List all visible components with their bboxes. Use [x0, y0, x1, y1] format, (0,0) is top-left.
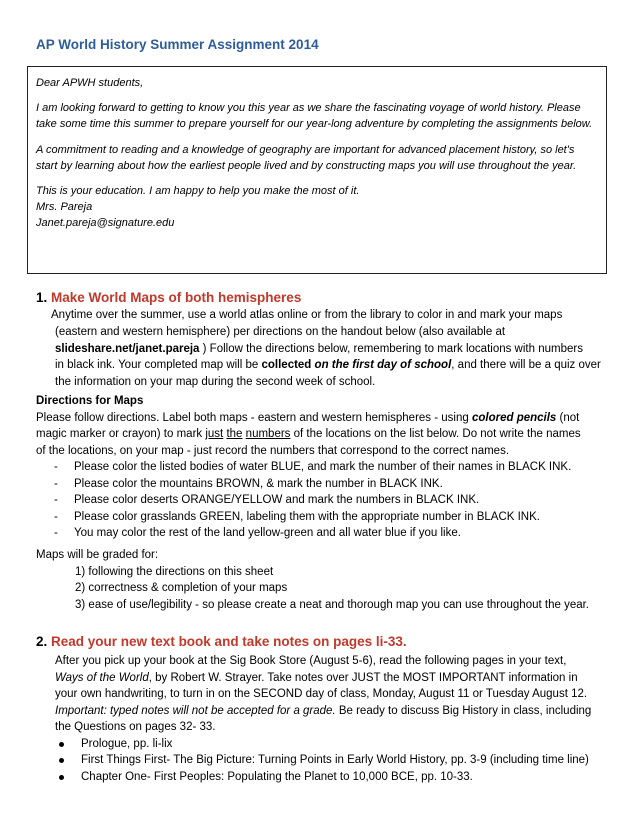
letter-signature-email: Janet.pareja@signature.edu — [36, 217, 175, 230]
section-2-line-2-text: , by Robert W. Strayer. Take notes over JUST the MOST IMPORTANT information in — [148, 671, 578, 684]
directions-line-3: of the locations, on your map - just record the numbers that correspond to the correct names. — [36, 444, 510, 457]
section-2-line-3: your own handwriting, to turn in on the SECOND day of class, Monday, August 11 or Tuesday August 12. — [55, 688, 588, 700]
grading-item-2: 2) correctness & completion of your maps — [75, 582, 288, 594]
list-item — [55, 752, 591, 769]
the-underlined: the — [226, 428, 243, 440]
section-1-number: 1. — [36, 290, 48, 305]
letter-paragraph-2: A commitment to reading and a knowledge of geography are important for advanced placement history, so let's start by learning about how the earliest people lived and by constructing maps you will use throughout the year. — [36, 143, 577, 172]
directions-section — [36, 393, 581, 542]
directions-line-1 — [36, 410, 581, 427]
list-item: - Please color the listed bodies of water BLUE, and mark the number of their names in BLACK INK. — [54, 461, 572, 473]
reading-item-chapter-one: Chapter One- First Peoples: Populating the Planet to 10,000 BCE, pp. 10-33. — [81, 770, 473, 783]
bullet-icon — [59, 758, 64, 763]
directions-item-mountains: Please color the mountains BROWN, & mark the number in BLACK INK. — [74, 477, 443, 490]
important-note: Important: typed notes will not be accepted for a grade. — [55, 704, 336, 717]
directions-line-2 — [36, 426, 581, 443]
reading-item-first-things: First Things First- The Big Picture: Turning Points in Early World History, pp. 3-9 (including time line) — [81, 754, 589, 766]
section-1-line-4-text-c: , and there will be a quiz over — [451, 359, 601, 371]
section-2-line-2 — [55, 670, 591, 687]
section-2-heading — [36, 634, 407, 651]
directions-item-grasslands: Please color grasslands GREEN, labeling them with the appropriate number in BLACK INK. — [74, 510, 540, 523]
directions-line-1-text-a: Please follow directions. Label both maps - eastern and western hemispheres - using — [36, 411, 472, 424]
section-1-title: Make World Maps of both hemispheres — [51, 290, 302, 305]
letter-signature-name: Mrs. Pareja — [36, 201, 93, 214]
letter-paragraph-3: This is your education. I am happy to help you make the most of it. — [36, 185, 360, 198]
list-item: - Please color grasslands GREEN, labeling them with the appropriate number in BLACK INK. — [54, 510, 540, 523]
section-2-number: 2. — [36, 634, 48, 649]
directions-line-2-text-b: of the locations on the list below. Do not write the names — [290, 428, 581, 440]
list-item — [55, 769, 591, 786]
grading-intro: Maps will be graded for: — [36, 549, 159, 561]
numbers-underlined: numbers — [245, 428, 291, 440]
directions-list — [36, 459, 581, 542]
section-1-heading — [36, 290, 301, 307]
section-2-line-4 — [55, 703, 591, 720]
section-1-line-2: (eastern and western hemisphere) per directions on the handout below (also available at — [55, 326, 506, 338]
letter-greeting: Dear APWH students, — [36, 77, 144, 89]
first-day-emphasis: on the first day of school — [314, 359, 452, 371]
list-item: - You may color the rest of the land yellow-green and all water blue if you like. — [54, 527, 461, 539]
list-item: - Please color deserts ORANGE/YELLOW and mark the numbers in BLACK INK. — [54, 494, 480, 506]
section-1-line-4-text-a: in black ink. Your completed map will be — [55, 359, 262, 371]
page-title: AP World History Summer Assignment 2014 — [36, 37, 319, 52]
section-2-line-4-text: Be ready to discuss Big History in class, including — [335, 704, 592, 717]
section-1-line-3-text: ) Follow the directions below, remembering to mark locations with numbers — [199, 342, 583, 355]
grading-item-1: 1) following the directions on this sheet — [75, 565, 274, 578]
section-2-body — [55, 653, 591, 785]
book-title: Ways of the World — [55, 671, 149, 684]
bullet-icon — [59, 775, 64, 780]
directions-item-water: Please color the listed bodies of water BLUE, and mark the number of their names in BLACK INK. — [74, 461, 572, 473]
collected-emphasis: collected — [261, 359, 312, 371]
section-1-line-4 — [55, 357, 601, 374]
directions-heading: Directions for Maps — [36, 395, 144, 407]
bullet-icon — [59, 742, 64, 747]
section-2-title: Read your new text book and take notes on pages li-33. — [51, 634, 407, 649]
section-1-line-5: the information on your map during the second week of school. — [55, 375, 376, 388]
directions-line-1-text-b: (not — [556, 411, 580, 424]
colored-pencils-emphasis: colored pencils — [471, 411, 557, 424]
directions-item-rest: You may color the rest of the land yellow-green and all water blue if you like. — [74, 527, 461, 539]
reading-item-prologue: Prologue, pp. li-lix — [81, 737, 173, 750]
list-item: - Please color the mountains BROWN, & mark the number in BLACK INK. — [54, 477, 443, 490]
grading-section — [36, 547, 589, 613]
grading-item-3: 3) ease of use/legibility - so please create a neat and thorough map you can use throughout the year. — [75, 598, 590, 611]
just-underlined: just — [205, 428, 224, 440]
section-1-body-indented — [55, 324, 601, 390]
directions-line-2-text-a: magic marker or crayon) to mark — [36, 428, 206, 440]
section-1-line-1: Anytime over the summer, use a world atlas online or from the library to color in and mark your maps — [51, 309, 563, 321]
slideshare-link[interactable]: slideshare.net/janet.pareja — [55, 342, 200, 355]
directions-item-deserts: Please color deserts ORANGE/YELLOW and mark the numbers in BLACK INK. — [74, 494, 480, 506]
reading-list — [55, 736, 591, 786]
section-1-line-3 — [55, 341, 601, 358]
section-2-line-1: After you pick up your book at the Sig Book Store (August 5-6), read the following pages in your text, — [55, 655, 567, 667]
section-1-body — [51, 307, 562, 324]
letter-paragraph-1: I am looking forward to getting to know you this year as we share the fascinating voyage of world history. Please take some time this summer to prepare yourself for our year-long adventure by completing the assignments below. — [36, 102, 593, 131]
section-2-line-5: the Questions on pages 32- 33. — [55, 721, 216, 733]
welcome-letter-box — [27, 66, 607, 274]
list-item — [55, 736, 591, 753]
